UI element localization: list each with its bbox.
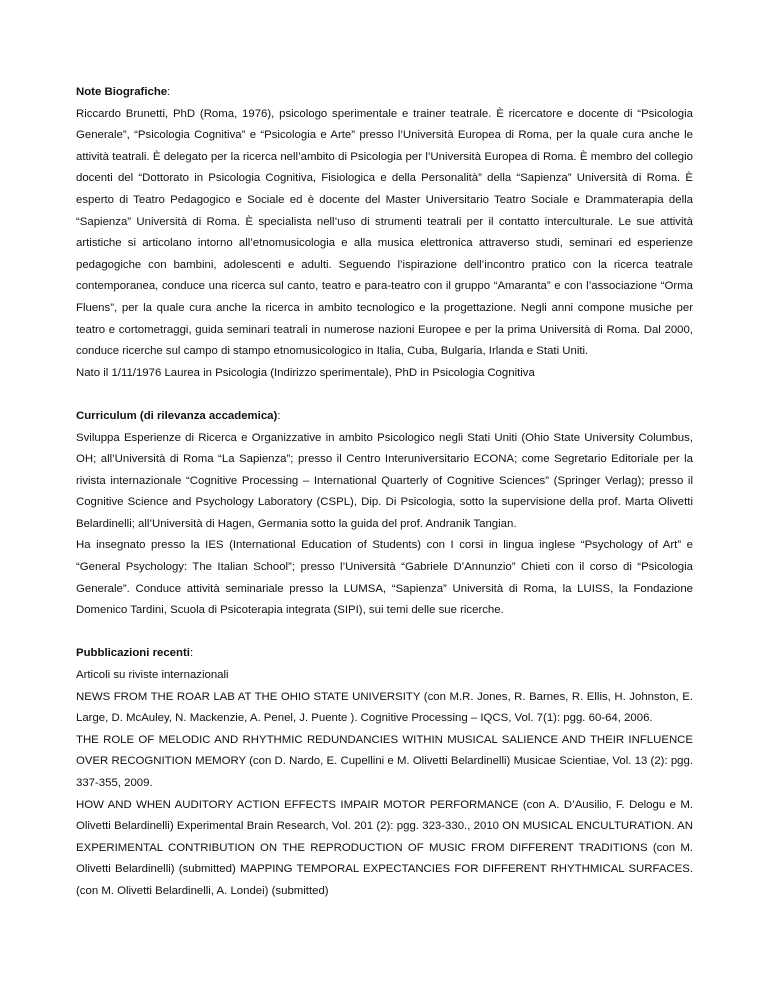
heading-text: Note Biografiche bbox=[76, 86, 168, 98]
section-heading bbox=[76, 406, 693, 428]
birth-degree-line: Nato il 1/11/1976 Laurea in Psicologia (Indirizzo sperimentale), PhD in Psicologia Cognitiva bbox=[76, 366, 535, 379]
heading-text: Pubblicazioni recenti bbox=[76, 647, 190, 660]
publication-item: THE ROLE OF MELODIC AND RHYTHMIC REDUNDANCIES WITHIN MUSICAL SALIENCE AND THEIR INFLUENCE OVER RECOGNITION MEMORY (con D. Nardo, E. Cupellini e M. Olivetti Belardinelli) Musicae Scientiae, Vol. 13 (2): pgg. 337-355, 2009. bbox=[76, 733, 693, 789]
bio-paragraph: Riccardo Brunetti, PhD (Roma, 1976), psicologo sperimentale e trainer teatrale. È ricercatore e docente di “Psicologia Generale”, “Psicologia Cognitiva” e “Psicologia e Arte” presso l’Università Europea di Roma, per la quale cura anche le attività teatrali. È delegato per la ricerca nell’ambito di Psicologia per l’Università Europea di Roma. È membro del collegio docenti del “Dottorato in Psicologia Cognitiva, Fisiologica e della Personalità” della “Sapienza” Università di Roma. È esperto di Teatro Pedagogico e Sociale ed è docente del Master Universitario Teatro Sociale e Drammaterapia della “Sapienza” Università di Roma. È specialista nell’uso di strumenti teatrali per il contatto interculturale. Le sue attività artistiche si articolano intorno all’etnomusicologia e alla musica elettronica attraverso studi, seminari ed esperienze pedagogiche con bambini, adolescenti e adulti. Seguendo l’ispirazione dell’incontro pratico con la ricerca teatrale contemporanea, conduce una ricerca sul canto, teatro e para-teatro con il gruppo “Amaranta” e con l’associazione “Orma Fluens”, per la quale cura anche la ricerca in ambito tecnologico e la progettazione. Negli anni compone musiche per teatro e cortometraggi, guida seminari teatrali in numerose nazioni Europee e per la prima Università di Roma. Dal 2000, conduce ricerche sul campo di stampo etnomusicologico in Italia, Cuba, Bulgaria, Irlanda e Stati Uniti. bbox=[76, 107, 693, 358]
publication-item: HOW AND WHEN AUDITORY ACTION EFFECTS IMPAIR MOTOR PERFORMANCE (con A. D’Ausilio, F. Delogu e M. Olivetti Belardinelli) Experimental Brain Research, Vol. 201 (2): pgg. 323-330., 2010 ON MUSICAL ENCULTURATION. AN EXPERIMENTAL CONTRIBUTION ON THE REPRODUCTION OF MUSIC FROM DIFFERENT TRADITIONS (con M. Olivetti Belardinelli) (submitted) MAPPING TEMPORAL EXPECTANCIES FOR DIFFERENT RHYTHMICAL SURFACES. (con M. Olivetti Belardinelli, A. Londei) (submitted) bbox=[76, 798, 693, 897]
section-heading bbox=[76, 82, 693, 104]
document-page bbox=[76, 82, 693, 924]
teaching-paragraph: Ha insegnato presso la IES (International Education of Students) con I corsi in lingua inglese “Psychology of Art” e “General Psychology: The Italian School”; presso l’Università “Gabriele D’Annunzio” Chieti con il corso di “Psicologia Generale”. Conduce attività seminariale presso la LUMSA, “Sapienza” Università di Roma, la LUISS, la Fondazione Domenico Tardini, Scuola di Psicoterapia integrata (SIPI), sui temi delle sue ricerche. bbox=[76, 539, 693, 617]
heading-colon: : bbox=[189, 647, 194, 660]
section-curriculum bbox=[76, 406, 693, 622]
heading-text: Curriculum (di rilevanza accademica) bbox=[76, 409, 278, 422]
section-publications bbox=[76, 643, 693, 902]
heading-colon: : bbox=[167, 86, 171, 98]
curriculum-paragraph: Sviluppa Esperienze di Ricerca e Organizzative in ambito Psicologico negli Stati Uniti (Ohio State University Columbus, OH; all’Università di Roma “La Sapienza”; presso il Centro Interuniversitario ECONA; come Segretario Editoriale per la rivista internazionale “Cognitive Processing – International Quarterly of Cognitive Sciences” (Springer Verlag); presso il Cognitive Science and Psychology Laboratory (CSPL), Dip. Di Psicologia, sotto la supervisione della prof. Marta Olivetti Belardinelli; all’Università di Hagen, Germania sotto la guida del prof. Andranik Tangian. bbox=[76, 431, 693, 530]
heading-colon: : bbox=[277, 409, 281, 422]
section-note-biografiche bbox=[76, 82, 693, 384]
publications-subheading: Articoli su riviste internazionali bbox=[76, 669, 229, 682]
section-heading bbox=[76, 643, 693, 665]
publication-item: NEWS FROM THE ROAR LAB AT THE OHIO STATE UNIVERSITY (con M.R. Jones, R. Barnes, R. Ellis, H. Johnston, E. Large, D. McAuley, N. Mackenzie, A. Penel, J. Puente ). Cognitive Processing – IQCS, Vol. 7(1): pgg. 60-64, 2006. bbox=[76, 690, 693, 725]
